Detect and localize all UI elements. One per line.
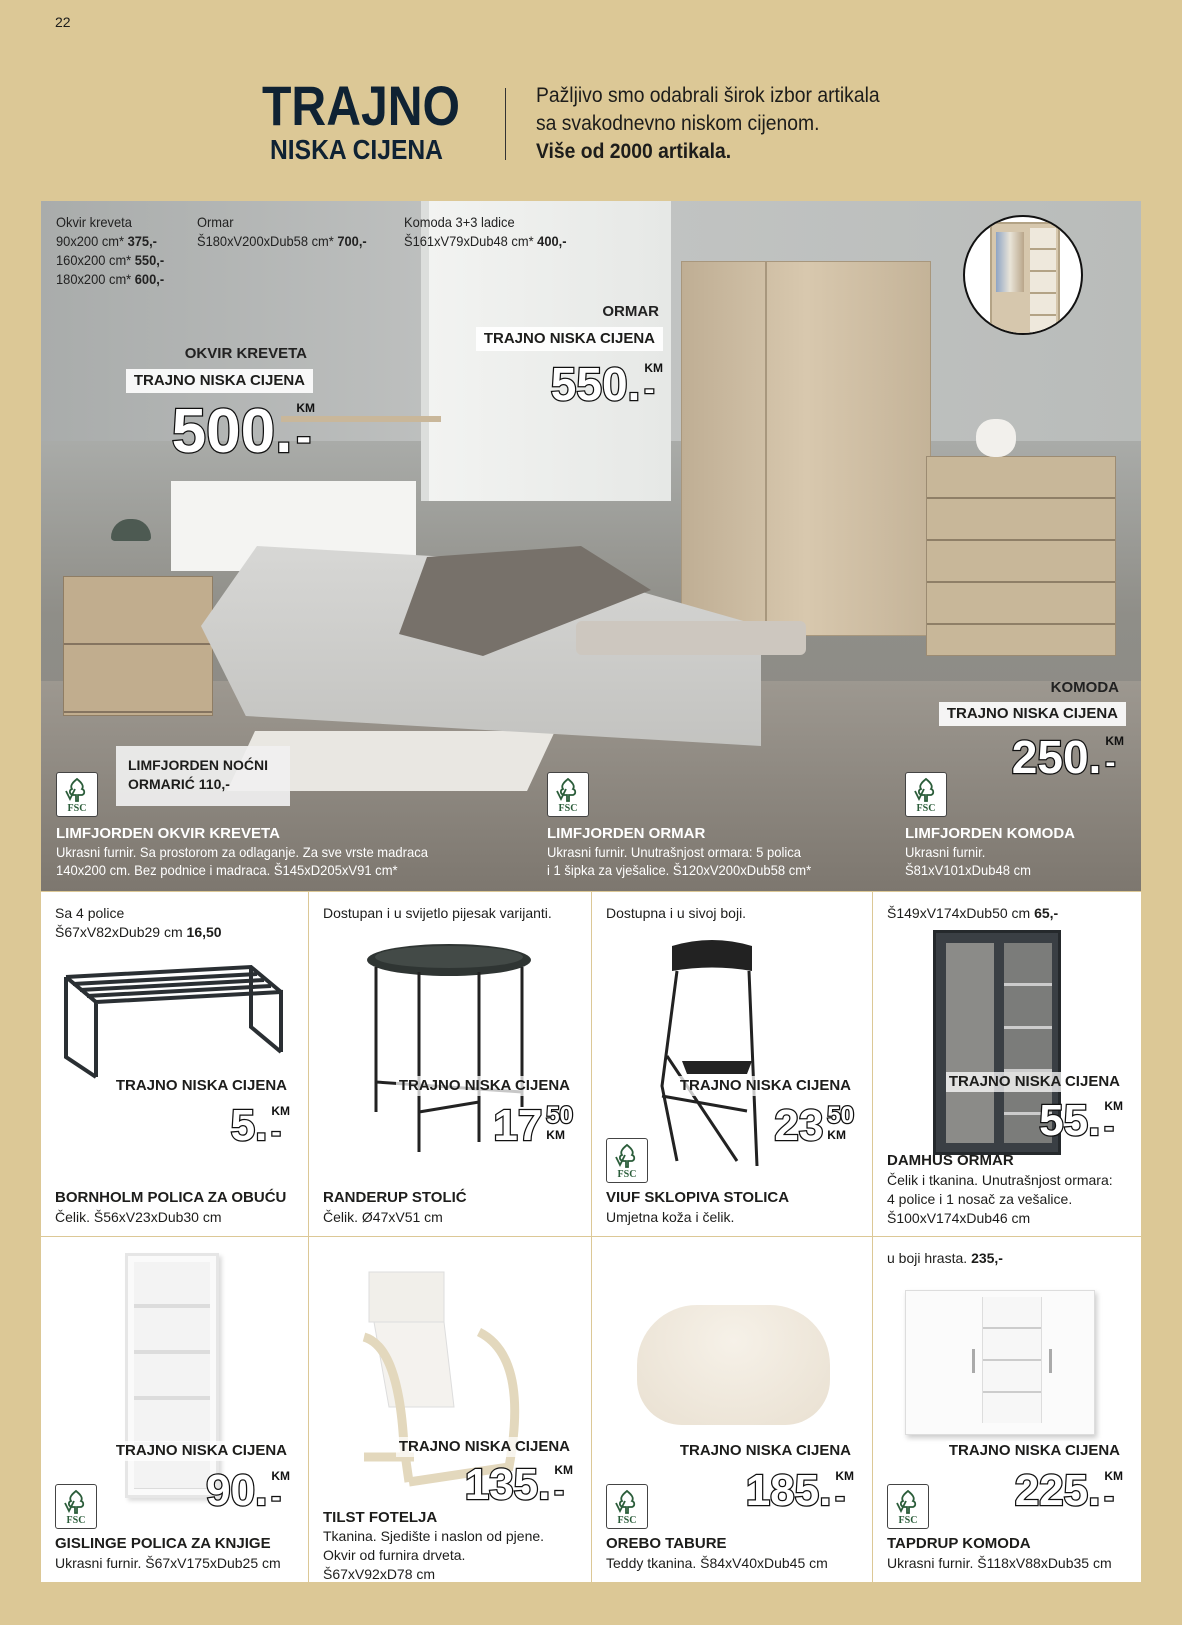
- product-desc: Ukrasni furnir.: [905, 844, 986, 860]
- price: [774, 1101, 854, 1150]
- note-line: Š67xV82xDub29 cm: [55, 924, 183, 940]
- fsc-text: FSC: [617, 1515, 637, 1526]
- price-currency: KM: [1104, 1469, 1123, 1483]
- spec-size: Š161xV79xDub48 cm*: [404, 233, 534, 249]
- fsc-text: FSC: [916, 803, 936, 814]
- price: [464, 1460, 573, 1509]
- price-cents: 50: [827, 1102, 854, 1129]
- hero-product-bed: [56, 825, 456, 879]
- product-card-bornholm[interactable]: [41, 892, 308, 1236]
- price-dresser: [1011, 731, 1124, 783]
- folding-chair-image: [657, 936, 777, 1166]
- note-price: 235,-: [971, 1250, 1003, 1266]
- product-title: BORNHOLM POLICA ZA OBUĆU: [55, 1189, 287, 1206]
- price-banner: TRAJNO NISKA CIJENA: [113, 1076, 290, 1096]
- fsc-logo: [887, 1484, 929, 1529]
- inset-wardrobe: [990, 222, 1060, 335]
- price-suffix: -: [271, 1481, 281, 1512]
- product-note: [887, 904, 1058, 923]
- brand-title-niska-cijena: NISKA CIJENA: [270, 134, 443, 165]
- price-currency: KM: [554, 1463, 573, 1477]
- inset-shelves: [1030, 228, 1056, 333]
- product-desc: i 1 šipka za vješalice. Š120xV200xDub58 cm*: [547, 862, 812, 878]
- price-banner: TRAJNO NISKA CIJENA: [939, 702, 1126, 726]
- desc-line: Okvir od furnira drveta.: [323, 1547, 466, 1563]
- price-main: 185.: [745, 1466, 832, 1515]
- note-line: Sa 4 police: [55, 905, 125, 921]
- spec-price: 375,-: [127, 233, 157, 249]
- wardrobe-divider: [765, 261, 767, 636]
- note-line: ORMARIĆ 110,-: [128, 776, 230, 792]
- product-card-viuf[interactable]: [592, 892, 872, 1236]
- price: [745, 1466, 854, 1515]
- product-title: OREBO TABURE: [606, 1535, 727, 1552]
- product-title: TILST FOTELJA: [323, 1509, 438, 1526]
- price-main: 250.: [1011, 731, 1102, 783]
- pouf-image: [637, 1305, 830, 1425]
- desc-line: 4 police i 1 nosač za vešalice.: [887, 1191, 1073, 1207]
- product-desc: Teddy tkanina. Š84xV40xDub45 cm: [606, 1555, 828, 1571]
- price-suffix: -: [644, 373, 655, 406]
- fsc-logo: [56, 772, 98, 817]
- wardrobe-interior-inset: [963, 215, 1083, 335]
- door-handle: [972, 1349, 975, 1373]
- price-cents: 50: [546, 1102, 573, 1129]
- hero-bedroom-photo: [41, 201, 1141, 891]
- price-banner: TRAJNO NISKA CIJENA: [396, 1076, 573, 1096]
- fsc-tree-icon: [555, 777, 581, 803]
- product-title: LIMFJORDEN KOMODA: [905, 825, 1075, 842]
- fsc-text: FSC: [898, 1515, 918, 1526]
- price-banner: TRAJNO NISKA CIJENA: [946, 1441, 1123, 1461]
- plant-pot: [976, 419, 1016, 457]
- spec-price: 400,-: [537, 233, 567, 249]
- spec-bed: [56, 213, 164, 289]
- product-title: DAMHUS ORMAR: [887, 1152, 1014, 1169]
- product-desc: Ukrasni furnir. Unutrašnjost ormara: 5 polica: [547, 844, 801, 860]
- product-desc: [323, 1527, 544, 1582]
- product-note: [323, 904, 552, 923]
- product-title: VIUF SKLOPIVA STOLICA: [606, 1189, 790, 1206]
- product-desc: Čelik. Š56xV23xDub30 cm: [55, 1209, 222, 1225]
- product-card-gislinge[interactable]: [41, 1237, 308, 1582]
- product-card-tapdrup[interactable]: [873, 1237, 1141, 1582]
- spec-size: 90x200 cm*: [56, 233, 125, 249]
- bookshelf-image: [125, 1253, 219, 1498]
- callout-label: OKVIR KREVETA: [184, 345, 307, 362]
- spec-label: Okvir kreveta: [56, 214, 132, 230]
- page-number: 22: [55, 14, 71, 30]
- fsc-text: FSC: [66, 1515, 86, 1526]
- note-line: Dostupna i u sivoj boji.: [606, 905, 747, 921]
- product-desc: Ukrasni furnir. Š118xV88xDub35 cm: [887, 1555, 1112, 1571]
- note-line: u boji hrasta.: [887, 1250, 968, 1266]
- product-note: [55, 904, 222, 942]
- header-tagline: [536, 82, 880, 166]
- fsc-logo: [606, 1138, 648, 1183]
- spec-wardrobe: [197, 213, 367, 251]
- lamp: [111, 519, 151, 541]
- price-currency: KM: [1105, 734, 1124, 748]
- price-currency: KM: [546, 1128, 565, 1142]
- callout-label: KOMODA: [1050, 679, 1119, 696]
- price-currency: KM: [835, 1469, 854, 1483]
- price: [230, 1101, 290, 1150]
- price-banner: TRAJNO NISKA CIJENA: [946, 1072, 1123, 1092]
- price-currency: KM: [644, 361, 663, 375]
- price-main: 17: [493, 1101, 543, 1150]
- note-line: Š149xV174xDub50 cm: [887, 905, 1031, 921]
- price-suffix: -: [1104, 1481, 1114, 1512]
- fsc-tree-icon: [614, 1143, 640, 1169]
- spec-price: 550,-: [134, 252, 165, 268]
- desc-line: Š100xV174xDub46 cm: [887, 1210, 1031, 1226]
- dresser: [926, 456, 1116, 656]
- price: [206, 1466, 290, 1515]
- spec-price: 600,-: [134, 271, 165, 287]
- fsc-logo: [55, 1484, 97, 1529]
- shoe-rack-image: [61, 962, 291, 1082]
- price-currency: KM: [1104, 1099, 1123, 1113]
- price-main: 5.: [230, 1101, 268, 1150]
- price: [1039, 1096, 1123, 1145]
- fsc-text: FSC: [558, 803, 578, 814]
- price-wardrobe: [550, 358, 663, 410]
- product-desc: 140x200 cm. Bez podnice i madraca. Š145xD205xV91 cm*: [56, 862, 398, 878]
- spec-size: 160x200 cm*: [56, 252, 132, 268]
- desc-line: Čelik i tkanina. Unutrašnjost ormara:: [887, 1172, 1113, 1188]
- note-price: 65,-: [1034, 905, 1059, 921]
- tagline-bold: Više od 2000 artikala.: [536, 140, 732, 163]
- price-banner: TRAJNO NISKA CIJENA: [126, 369, 313, 393]
- note-price: 16,50: [186, 924, 222, 940]
- spec-price: 700,-: [337, 233, 367, 249]
- sideboard-image: [905, 1290, 1095, 1435]
- price: [493, 1101, 573, 1150]
- hero-product-dresser: [905, 825, 1075, 879]
- spec-label: Komoda 3+3 ladice: [404, 214, 515, 230]
- price-suffix: -: [296, 412, 311, 461]
- product-title: TAPDRUP KOMODA: [887, 1535, 1031, 1552]
- price-suffix: -: [835, 1481, 845, 1512]
- note-line: Dostupan i u svijetlo pijesak varijanti.: [323, 905, 552, 921]
- door-handle: [1049, 1349, 1052, 1373]
- nightstand-note: [116, 746, 290, 806]
- price-main: 23: [774, 1101, 824, 1150]
- product-desc: [887, 1171, 1113, 1228]
- callout-label: ORMAR: [602, 303, 659, 320]
- price-bed: [171, 397, 315, 466]
- spec-dresser: [404, 213, 567, 251]
- price-currency: KM: [271, 1469, 290, 1483]
- product-desc: Čelik. Ø47xV51 cm: [323, 1209, 443, 1225]
- product-card-damhus[interactable]: [873, 892, 1141, 1236]
- fsc-tree-icon: [63, 1489, 89, 1515]
- spec-label: Ormar: [197, 214, 234, 230]
- product-desc: Umjetna koža i čelik.: [606, 1209, 735, 1225]
- fsc-tree-icon: [913, 777, 939, 803]
- fsc-logo: [547, 772, 589, 817]
- nightstand: [63, 576, 213, 716]
- price-suffix: -: [554, 1475, 564, 1506]
- note-line: LIMFJORDEN NOĆNI: [128, 757, 268, 773]
- price-banner: TRAJNO NISKA CIJENA: [476, 327, 663, 351]
- product-title: LIMFJORDEN OKVIR KREVETA: [56, 825, 280, 842]
- fsc-tree-icon: [614, 1489, 640, 1515]
- price-suffix: -: [1105, 746, 1116, 779]
- product-desc: Ukrasni furnir. Sa prostorom za odlaganje. Za sve vrste madraca: [56, 844, 428, 860]
- product-desc: Š81xV101xDub48 cm: [905, 862, 1031, 878]
- price: [1014, 1466, 1123, 1515]
- bench: [576, 621, 806, 655]
- price-currency: KM: [296, 401, 315, 415]
- spec-size: Š180xV200xDub58 cm*: [197, 233, 334, 249]
- product-title: LIMFJORDEN ORMAR: [547, 825, 706, 842]
- fsc-tree-icon: [895, 1489, 921, 1515]
- price-main: 500.: [171, 397, 293, 466]
- desc-line: Tkanina. Sjedište i naslon od pjene.: [323, 1528, 545, 1544]
- product-title: RANDERUP STOLIĆ: [323, 1189, 467, 1206]
- price-banner: TRAJNO NISKA CIJENA: [113, 1441, 290, 1461]
- product-card-tilst[interactable]: [309, 1237, 591, 1582]
- product-title: GISLINGE POLICA ZA KNJIGE: [55, 1535, 271, 1552]
- brand-title-trajno: TRAJNO: [262, 74, 461, 137]
- header-divider: [505, 88, 506, 160]
- spec-size: 180x200 cm*: [56, 271, 132, 287]
- price-banner: TRAJNO NISKA CIJENA: [677, 1441, 854, 1461]
- wardrobe-panel: [946, 943, 994, 1143]
- price-main: 135.: [464, 1460, 551, 1509]
- price-suffix: -: [271, 1116, 281, 1147]
- desc-line: Š67xV92xD78 cm: [323, 1566, 436, 1582]
- product-card-randerup[interactable]: [309, 892, 591, 1236]
- price-currency: KM: [827, 1128, 846, 1142]
- price-main: 90.: [206, 1466, 268, 1515]
- wardrobe: [681, 261, 931, 636]
- price-banner: TRAJNO NISKA CIJENA: [677, 1076, 854, 1096]
- product-note: [887, 1249, 1003, 1268]
- fsc-text: FSC: [617, 1169, 637, 1180]
- price-suffix: -: [1104, 1111, 1114, 1142]
- price-currency: KM: [271, 1104, 290, 1118]
- price-main: 225.: [1014, 1466, 1101, 1515]
- price-banner: TRAJNO NISKA CIJENA: [396, 1437, 573, 1457]
- price-main: 550.: [550, 358, 641, 410]
- fsc-text: FSC: [67, 803, 87, 814]
- product-desc: Ukrasni furnir. Š67xV175xDub25 cm: [55, 1555, 281, 1571]
- hero-product-wardrobe: [547, 825, 831, 879]
- fsc-logo: [606, 1484, 648, 1529]
- inset-clothes: [996, 232, 1024, 292]
- fsc-tree-icon: [64, 777, 90, 803]
- price-main: 55.: [1039, 1096, 1101, 1145]
- sideboard-drawers: [982, 1297, 1042, 1423]
- tagline-line: Pažljivo smo odabrali širok izbor artikala: [536, 84, 880, 107]
- product-note: [606, 904, 746, 923]
- tagline-line: sa svakodnevno niskom cijenom.: [536, 112, 820, 135]
- product-card-orebo[interactable]: [592, 1237, 872, 1582]
- fsc-logo: [905, 772, 947, 817]
